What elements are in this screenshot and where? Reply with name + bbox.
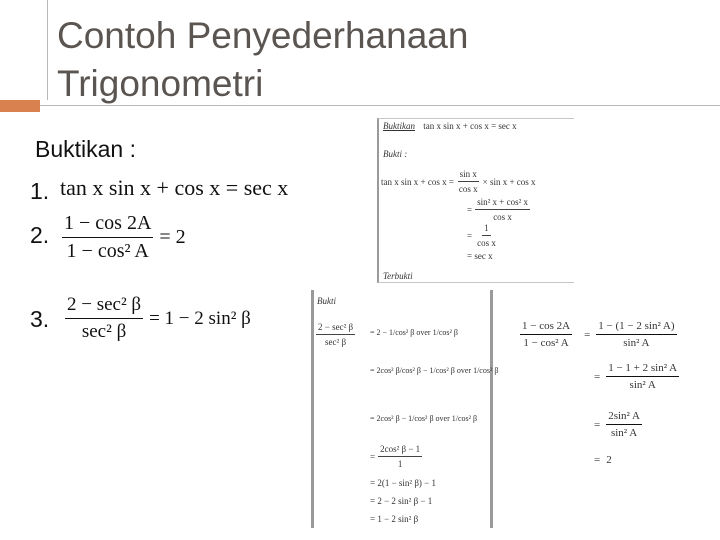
proof-3-step-6: = 2 − 2 sin² β − 1 (370, 496, 433, 506)
proof-1-line-1 (381, 169, 536, 194)
proof-1-line-2 (467, 197, 530, 222)
proof-2-r1-num: 1 − (1 − 2 sin² A) (596, 320, 676, 335)
proof-1-header-label: Buktikan (383, 121, 415, 131)
item-3-numerator: 2 − sec² β (65, 294, 143, 319)
proof-3-step-1: = 2 − 1/cos² β over 1/cos² β (370, 328, 458, 337)
proof-1-line-1-num: sin x (458, 169, 479, 182)
proof-2-r1-den: sin² A (623, 337, 650, 349)
item-3-number: 3. (30, 306, 50, 332)
proof-1-line-2-eq: = (467, 204, 473, 215)
proof-2-result: 2 (606, 454, 612, 466)
proof-1-line-3-frac (475, 223, 498, 248)
proof-3-step-4-den: 1 (397, 459, 403, 469)
proof-3-step-4-num: 2cos² β − 1 (378, 444, 422, 457)
proof-1-line-3-eq: = (467, 230, 473, 241)
proof-2-row-1 (520, 320, 677, 349)
proof-2-lhs-num: 1 − cos 2A (520, 320, 572, 335)
item-3-rhs: = 1 − 2 sin² β (149, 307, 251, 329)
item-2-number: 2. (30, 222, 50, 248)
item-2-fraction (62, 212, 153, 263)
item-3-fraction (65, 294, 143, 343)
item-1-number: 1. (30, 178, 50, 204)
proof-3-step-4 (370, 444, 422, 469)
proof-2-r2-den: sin² A (629, 379, 656, 391)
proof-1-line-1-lhs: tan x sin x + cos x = (381, 176, 454, 187)
proof-1-line-3 (467, 223, 498, 248)
proof-2-r1 (596, 320, 676, 349)
proof-3-step-5: = 2(1 − sin² β) − 1 (370, 478, 437, 488)
title-divider (40, 105, 720, 106)
proof-1-line-2-den: cos x (493, 212, 512, 222)
proof-1-line-1-den: cos x (458, 184, 478, 194)
proof-2-eq-3: = (594, 418, 601, 431)
item-2-numerator: 1 − cos 2A (62, 212, 153, 238)
proof-1-footer: Terbukti (383, 271, 413, 281)
proof-3-step-3: = 2cos² β − 1/cos² β over 1/cos² β (370, 414, 478, 423)
proof-3-lhs-frac (316, 322, 355, 347)
proof-2-row-2 (594, 362, 679, 391)
proof-3-lhs (316, 322, 355, 347)
proof-3-step-7: = 1 − 2 sin² β (370, 514, 419, 524)
proof-2-lhs (520, 320, 572, 349)
proof-3-step-2: = 2cos² β/cos² β − 1/cos² β over 1/cos² β (370, 366, 499, 375)
proof-2-row-3 (594, 410, 642, 439)
proof-2-r3 (606, 410, 642, 439)
item-2-denominator: 1 − cos² A (66, 240, 149, 262)
proof-3-label: Bukti (317, 296, 336, 306)
proof-1-line-1-rest: × sin x + cos x (482, 176, 536, 187)
proof-3-image (311, 290, 499, 528)
proof-2-r2 (606, 362, 679, 391)
item-3-equation (65, 294, 251, 343)
proof-2-r3-num: 2sin² A (606, 410, 642, 425)
proof-2-row-4 (594, 454, 612, 466)
proof-2-r3-den: sin² A (610, 427, 638, 439)
proof-2-r2-num: 1 − 1 + 2 sin² A (606, 362, 679, 377)
proof-2-eq-1: = (584, 328, 591, 341)
proof-2-eq-2: = (594, 370, 601, 383)
proof-1-line-1-frac (457, 169, 480, 194)
proof-1-line-3-den: cos x (477, 238, 496, 248)
intro-text: Buktikan : (35, 136, 136, 162)
proof-3-step-4-eq: = (370, 451, 376, 462)
proof-2-eq-4: = (594, 454, 601, 466)
proof-1-image (377, 118, 574, 283)
accent-bar (0, 100, 40, 112)
title-line-1: Contoh Penyederhanaan (57, 15, 469, 56)
proof-2-lhs-den: 1 − cos² A (523, 337, 569, 349)
title-line-2: Trigonometri (57, 63, 264, 104)
proof-3-lhs-num: 2 − sec² β (316, 322, 355, 335)
proof-3-step-4-frac (378, 444, 422, 469)
proof-1-line-3-num: 1 (482, 223, 491, 236)
item-3-denominator: sec² β (81, 321, 127, 342)
title-vertical-rule (47, 0, 48, 100)
slide-title (57, 12, 468, 108)
proof-1-bukti: Bukti : (383, 149, 408, 159)
proof-1-header-eq: tan x sin x + cos x = sec x (423, 121, 517, 131)
proof-1-line-2-num: sin² x + cos² x (475, 197, 530, 210)
item-1-equation: tan x sin x + cos x = sec x (60, 175, 289, 200)
proof-2-image (520, 316, 715, 476)
item-2-rhs: = 2 (159, 226, 186, 248)
proof-1-line-4: = sec x (467, 251, 493, 261)
proof-3-lhs-den: sec² β (325, 337, 347, 347)
proof-1-header (383, 121, 517, 131)
proof-1-line-2-frac (475, 197, 530, 222)
item-2-equation (62, 212, 186, 263)
